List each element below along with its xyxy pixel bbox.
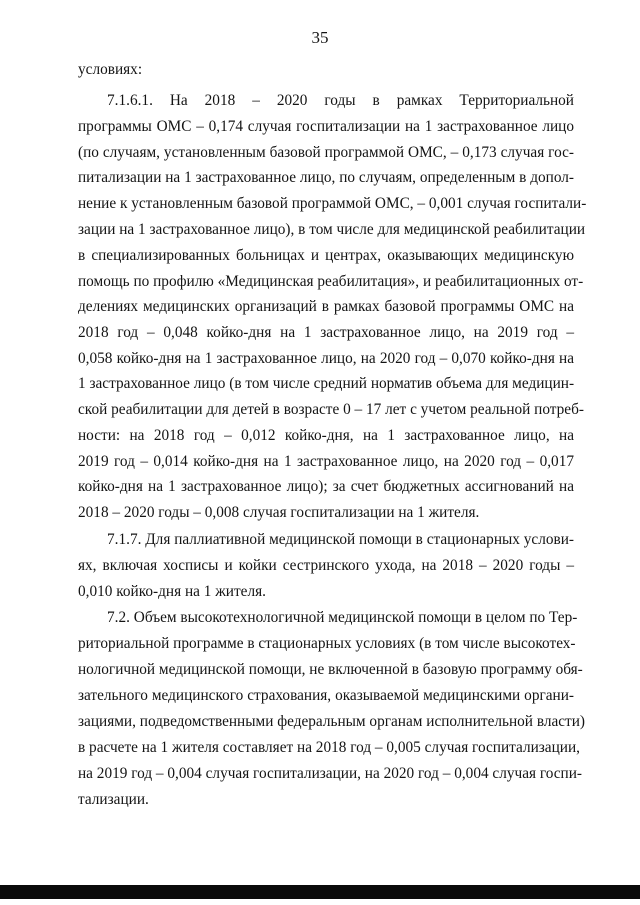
text-line: условиях: — [78, 61, 143, 78]
text-line: в специализированных больницах и центрах, оказывающих медицинскую — [78, 247, 574, 264]
text-line: 2019 год – 0,014 койко-дня на 1 застрахованное лицо, на 2020 год – 0,017 — [78, 453, 574, 470]
page-number: 35 — [311, 28, 329, 47]
paragraph-7-2-start: 7.2. Объем высокотехнологичной медицинской помощи в целом по Тер- — [107, 609, 578, 626]
text-line: (по случаям, установленным базовой программой ОМС, – 0,173 случая гос- — [78, 144, 574, 161]
text-line: на 2019 год – 0,004 случая госпитализации, на 2020 год – 0,004 случая госпи- — [78, 765, 583, 782]
text-line: ях, включая хосписы и койки сестринского ухода, на 2018 – 2020 годы – — [78, 557, 574, 574]
text-line: зательного медицинского страхования, оказываемой медицинскими органи- — [78, 687, 574, 704]
text-line: питализации на 1 застрахованное лицо, по случаям, определенным в допол- — [78, 169, 574, 186]
text-line: помощь по профилю «Медицинская реабилитация», и реабилитационных от- — [78, 273, 584, 290]
text-line: 1 застрахованное лицо (в том числе средний норматив объема для медицин- — [78, 375, 575, 392]
text-line: 2018 – 2020 годы – 0,008 случая госпитализации на 1 жителя. — [78, 504, 480, 521]
bottom-scan-bar — [0, 885, 640, 899]
text-line: риториальной программе в стационарных условиях (в том числе высокотех- — [78, 635, 576, 652]
text-line: нение к установленным базовой программой ОМС, – 0,001 случая госпитали- — [78, 195, 587, 212]
text-line: койко-дня на 1 застрахованное лицо); за счет бюджетных ассигнований на — [78, 478, 574, 495]
text-line: программы ОМС – 0,174 случая госпитализации на 1 застрахованное лицо — [78, 118, 574, 135]
text-line: 0,058 койко-дня на 1 застрахованное лицо, на 2020 год – 0,070 койко-дня на — [78, 350, 574, 367]
text-line: ности: на 2018 год – 0,012 койко-дня, на 1 застрахованное лицо, на — [78, 427, 574, 444]
text-line: нологичной медицинской помощи, не включенной в базовую программу обя- — [78, 661, 583, 678]
paragraph-7-1-6-1-start: 7.1.6.1. На 2018 – 2020 годы в рамках Территориальной — [107, 92, 574, 109]
text-line: зациями, подведомственными федеральным органам исполнительной власти) — [78, 713, 586, 730]
text-line: ской реабилитации для детей в возрасте 0 – 17 лет с учетом реальной потреб- — [78, 401, 584, 418]
text-line: зации на 1 застрахованное лицо), в том числе для медицинской реабилитации — [78, 221, 586, 238]
text-line: тализации. — [78, 791, 149, 808]
text-line: в расчете на 1 жителя составляет на 2018 год – 0,005 случая госпитализации, — [78, 739, 580, 756]
paragraph-7-1-7-start: 7.1.7. Для паллиативной медицинской помощи в стационарных услови- — [107, 531, 574, 548]
text-line: делениях медицинских организаций в рамках базовой программы ОМС на — [78, 298, 574, 315]
text-line: 0,010 койко-дня на 1 жителя. — [78, 583, 266, 600]
text-line: 2018 год – 0,048 койко-дня на 1 застрахованное лицо, на 2019 год – — [78, 324, 574, 341]
